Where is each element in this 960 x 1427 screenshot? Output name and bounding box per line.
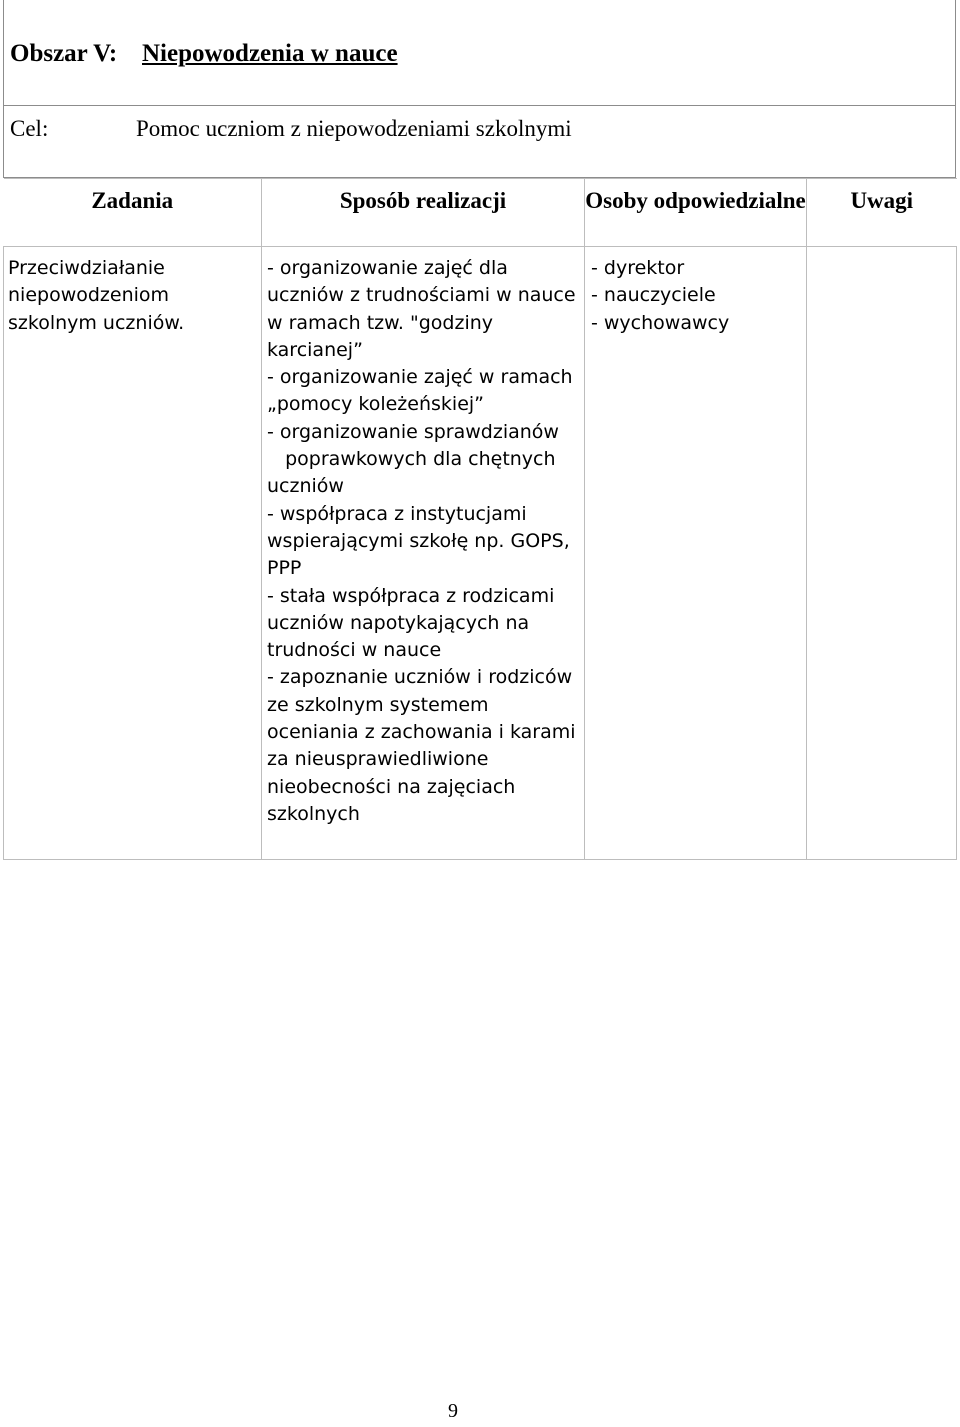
text-line: w ramach tzw. "godziny [267, 311, 494, 334]
text-line: - organizowanie zajęć dla [267, 257, 508, 279]
text-line: karcianej” [267, 338, 363, 361]
text-line: - organizowanie sprawdzianów [267, 420, 559, 443]
goal-value: Pomoc uczniom z niepowodzeniami szkolnymi [136, 116, 572, 141]
text-line: - współpraca z instytucjami [267, 502, 527, 525]
text-line: - wychowawcy [591, 311, 730, 334]
table-row [4, 247, 957, 860]
text-line: uczniów napotykających na [267, 611, 530, 634]
responsible-text [585, 247, 806, 337]
cell-notes [807, 247, 957, 860]
text-line: niepowodzeniom [8, 284, 170, 307]
text-line: „pomocy koleżeńskiej” [267, 393, 485, 416]
cell-method [262, 247, 585, 860]
tasks-text [4, 247, 261, 337]
text-line: oceniania z zachowania i karami [267, 721, 576, 744]
text-line: PPP [267, 557, 302, 580]
text-line: nieobecności na zajęciach [267, 775, 516, 798]
text-line: uczniów [267, 475, 344, 498]
text-line: poprawkowych dla chętnych [267, 448, 556, 471]
text-line: za nieusprawiedliwione [267, 748, 489, 771]
cell-tasks [4, 247, 262, 860]
text-line: - zapoznanie uczniów i rodziców [267, 666, 573, 689]
column-header-tasks: Zadania [4, 179, 262, 247]
column-header-notes: Uwagi [807, 179, 957, 247]
page-number: 9 [448, 1400, 458, 1422]
method-text [262, 247, 584, 828]
text-line: trudności w nauce [267, 639, 442, 662]
text-line: - stała współpraca z rodzicami [267, 584, 555, 607]
text-line: - organizowanie zajęć w ramach [267, 366, 573, 389]
area-label: Obszar V: [10, 40, 118, 67]
text-line: wspierającymi szkołę np. GOPS, [267, 529, 570, 552]
text-line: uczniów z trudnościami w nauce [267, 284, 576, 307]
text-line: szkolnym uczniów. [8, 311, 185, 334]
area-title: Niepowodzenia w nauce [142, 40, 398, 67]
text-line: - nauczyciele [591, 284, 716, 307]
text-line: szkolnych [267, 802, 360, 825]
column-header-method: Sposób realizacji [262, 179, 585, 247]
table-header-row [4, 179, 957, 247]
area-title-row [4, 0, 955, 106]
notes-text [807, 247, 956, 255]
area-header [3, 0, 956, 178]
goal-label: Cel: [10, 116, 49, 141]
cell-responsible [585, 247, 807, 860]
text-line: - dyrektor [591, 257, 685, 279]
tasks-table [3, 178, 957, 860]
text-line: ze szkolnym systemem [267, 693, 489, 716]
column-header-responsible: Osoby odpowiedzialne [585, 179, 807, 247]
text-line: Przeciwdziałanie [8, 257, 165, 279]
